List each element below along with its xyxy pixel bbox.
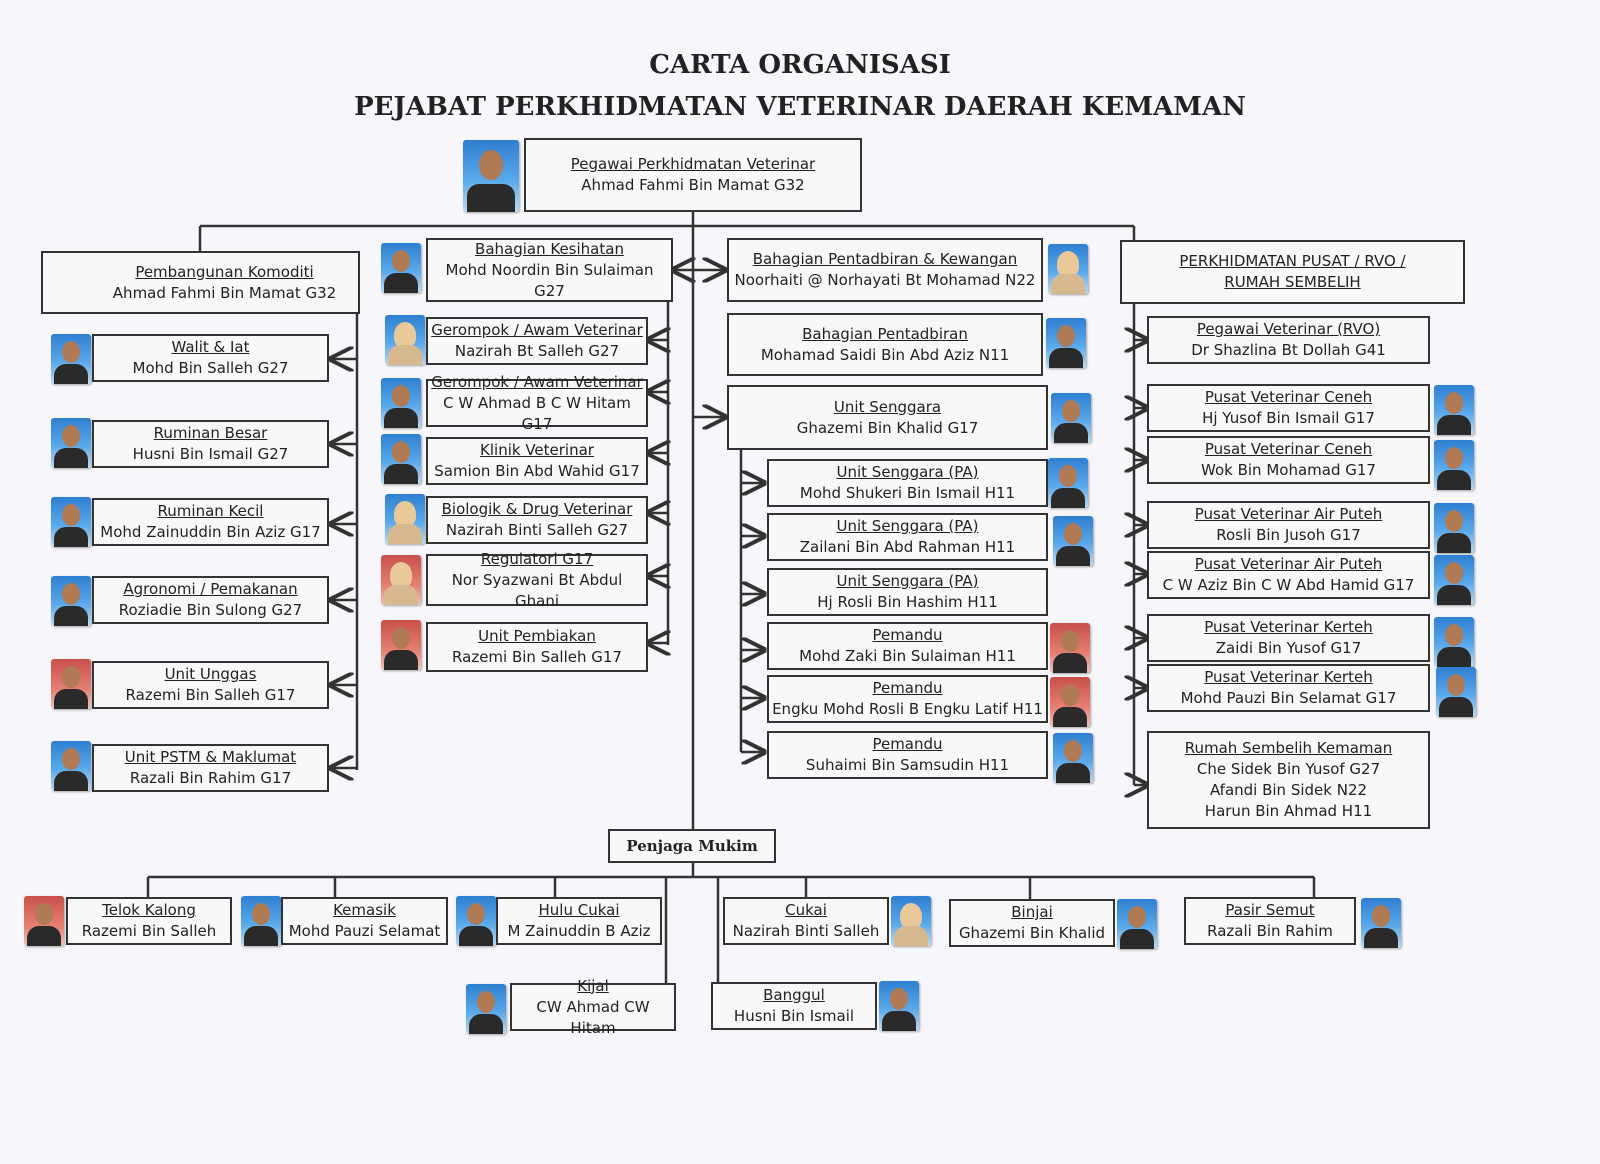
box-name: Mohd Zaki Bin Sulaiman H11	[799, 647, 1016, 665]
box-name: Zaidi Bin Yusof G17	[1215, 639, 1362, 657]
box-title: Kemasik	[333, 901, 396, 919]
person-photo	[463, 140, 519, 212]
box-name: Razemi Bin Salleh G17	[452, 648, 622, 666]
box-name: Che Sidek Bin Yusof G27	[1196, 760, 1381, 778]
box-title: Hulu Cukai	[538, 901, 620, 919]
box-name: Engku Mohd Rosli B Engku Latif H11	[772, 700, 1043, 718]
box-title: Pasir Semut	[1225, 901, 1315, 919]
box-name: Noorhaiti @ Norhayati Bt Mohamad N22	[734, 271, 1036, 289]
pentadbiran-box	[727, 313, 1043, 376]
rumah-sembelih-box	[1147, 731, 1430, 829]
unit-box	[767, 675, 1048, 723]
box-title: Klinik Veterinar	[480, 441, 594, 459]
box-title: Gerompok / Awam Veterinar	[431, 321, 643, 339]
mukim-box	[723, 897, 889, 945]
box-title: Unit Senggara	[833, 397, 942, 416]
unit-senggara-box	[727, 385, 1048, 450]
box-title: Pusat Veterinar Ceneh	[1204, 440, 1373, 458]
box-name: Dr Shazlina Bt Dollah G41	[1191, 341, 1386, 359]
box-name: Ahmad Fahmi Bin Mamat G32	[112, 283, 337, 302]
person-photo	[1046, 318, 1086, 368]
person-photo	[1434, 385, 1474, 435]
box-name: Mohd Shukeri Bin Ismail H11	[799, 484, 1016, 502]
box-title: Pegawai Perkhidmatan Veterinar	[570, 155, 816, 173]
mukim-box	[66, 897, 232, 945]
box-title: Unit Senggara (PA)	[836, 463, 979, 481]
unit-box	[92, 334, 329, 382]
person-photo	[466, 984, 506, 1034]
box-title: Gerompok / Awam Veterinar	[431, 372, 643, 391]
box-name: Ahmad Fahmi Bin Mamat G32	[581, 176, 805, 194]
unit-box	[426, 549, 648, 610]
box-name: Razemi Bin Salleh G17	[125, 686, 296, 704]
unit-box	[426, 496, 648, 544]
box-name: Nazirah Bt Salleh G27	[454, 342, 620, 360]
person-photo	[385, 315, 425, 365]
box-name: Mohd Bin Salleh G27	[132, 359, 289, 377]
unit-box	[92, 661, 329, 709]
box-name: Roziadie Bin Sulong G27	[118, 601, 303, 619]
unit-box	[1147, 436, 1430, 484]
person-photo	[51, 497, 91, 547]
box-name: Nazirah Binti Salleh G27	[445, 521, 629, 539]
box-name: Husni Bin Ismail G27	[132, 445, 289, 463]
box-title: Rumah Sembelih Kemaman	[1184, 739, 1393, 757]
mukim-box	[510, 976, 676, 1037]
unit-box	[426, 437, 648, 485]
person-photo	[1434, 555, 1474, 605]
person-photo	[24, 896, 64, 946]
unit-box	[1147, 501, 1430, 549]
box-name: Husni Bin Ismail	[733, 1007, 855, 1025]
box-title: PERKHIDMATAN PUSAT / RVO /	[1179, 252, 1406, 270]
box-title: Unit Senggara (PA)	[836, 517, 979, 535]
unit-box	[426, 372, 648, 433]
chart-title: CARTA ORGANISASI	[649, 50, 951, 80]
person-photo	[1434, 440, 1474, 490]
person-photo	[456, 896, 496, 946]
person-photo	[381, 555, 421, 605]
box-name: Zailani Bin Abd Rahman H11	[799, 538, 1016, 556]
person-photo	[1050, 623, 1090, 673]
person-photo	[385, 494, 425, 544]
mukim-box	[281, 897, 448, 945]
box-name: Razali Bin Rahim	[1207, 922, 1333, 940]
person-photo	[1050, 677, 1090, 727]
person-photo	[1436, 667, 1476, 717]
penjaga-mukim-box: Penjaga Mukim	[608, 829, 776, 863]
unit-box	[426, 622, 648, 672]
person-photo	[1051, 393, 1091, 443]
box-title: Telok Kalong	[102, 901, 196, 919]
mukim-box	[949, 899, 1115, 947]
box-title: Banggul	[763, 986, 825, 1004]
person-photo	[51, 334, 91, 384]
box-name: Ghazemi Bin Khalid	[958, 924, 1106, 942]
head-box	[524, 138, 862, 212]
box-title: Bahagian Pentadbiran & Kewangan	[752, 250, 1018, 268]
person-photo	[1048, 458, 1088, 508]
box-title: Pusat Veterinar Kerteh	[1204, 618, 1373, 636]
person-photo	[1048, 244, 1088, 294]
box-name: Ghazemi Bin Khalid G17	[796, 418, 979, 437]
pembangunan-komoditi-box	[41, 251, 360, 314]
unit-box	[767, 513, 1048, 561]
person-photo	[1053, 733, 1093, 783]
box-title: Pemandu	[872, 735, 943, 753]
box-title: Regulatori G17	[480, 549, 594, 568]
box-title: Cukai	[785, 901, 827, 919]
box-name: Samion Bin Abd Wahid G17	[434, 462, 640, 480]
perkhidmatan-pusat-box	[1120, 240, 1465, 304]
box-title: Walit & Iat	[171, 338, 250, 356]
mukim-box	[711, 982, 877, 1030]
unit-box	[92, 576, 329, 624]
box-name: Hj Rosli Bin Hashim H11	[817, 593, 998, 611]
kesihatan-box	[426, 238, 673, 302]
chart-subtitle: PEJABAT PERKHIDMATAN VETERINAR DAERAH KEMAMAN	[354, 92, 1246, 122]
box-title: Kijal	[577, 976, 609, 995]
box-name: Suhaimi Bin Samsudin H11	[805, 756, 1010, 774]
box-name: Mohd Pauzi Selamat	[288, 922, 441, 940]
person-photo	[381, 378, 421, 428]
person-photo	[1434, 617, 1474, 667]
unit-box	[1147, 664, 1430, 712]
box-name: C W Aziz Bin C W Abd Hamid G17	[1162, 576, 1415, 594]
box-name: Mohd Zainuddin Bin Aziz G17	[100, 523, 321, 541]
box-title: Bahagian Kesihatan	[475, 239, 624, 258]
box-title: Ruminan Kecil	[157, 502, 264, 520]
box-title: Pemandu	[872, 626, 943, 644]
unit-box	[767, 731, 1048, 779]
person-photo	[1361, 898, 1401, 948]
box-name: Harun Bin Ahmad H11	[1204, 802, 1373, 820]
unit-box	[767, 622, 1048, 670]
person-photo	[879, 981, 919, 1031]
box-title: RUMAH SEMBELIH	[1224, 273, 1361, 291]
box-title: Ruminan Besar	[153, 424, 268, 442]
box-name: Nazirah Binti Salleh	[732, 922, 880, 940]
unit-box	[1147, 614, 1430, 662]
box-title: Pusat Veterinar Air Puteh	[1194, 555, 1383, 573]
unit-box	[1147, 551, 1430, 599]
box-name: Mohamad Saidi Bin Abd Aziz N11	[760, 345, 1010, 364]
box-title: Pusat Veterinar Air Puteh	[1194, 505, 1383, 523]
box-title: Pegawai Veterinar (RVO)	[1196, 320, 1381, 338]
box-name: Afandi Bin Sidek N22	[1209, 781, 1368, 799]
pentadbiran-kewangan-box	[727, 238, 1043, 302]
person-photo	[891, 896, 931, 946]
box-name: Mohd Pauzi Bin Selamat G17	[1180, 689, 1397, 707]
unit-box	[767, 568, 1048, 616]
unit-box	[767, 459, 1048, 507]
box-name: Nor Syazwani Bt Abdul Ghani	[451, 570, 623, 610]
unit-box	[92, 498, 329, 546]
unit-box	[426, 317, 648, 365]
person-photo	[51, 576, 91, 626]
box-name: CW Ahmad CW Hitam	[536, 997, 650, 1037]
person-photo	[241, 896, 281, 946]
box-title: Bahagian Pentadbiran	[802, 324, 968, 343]
person-photo	[381, 620, 421, 670]
box-title: Unit PSTM & Maklumat	[124, 748, 297, 766]
box-title: Pusat Veterinar Kerteh	[1204, 668, 1373, 686]
person-photo	[1053, 516, 1093, 566]
box-name: Razemi Bin Salleh	[81, 922, 217, 940]
person-photo	[1434, 503, 1474, 553]
person-photo	[381, 243, 421, 293]
box-name: C W Ahmad B C W Hitam G17	[443, 393, 631, 433]
box-name: Wok Bin Mohamad G17	[1201, 461, 1376, 479]
box-title: Agronomi / Pemakanan	[123, 580, 298, 598]
box-name: Rosli Bin Jusoh G17	[1216, 526, 1361, 544]
person-photo	[51, 741, 91, 791]
person-photo	[51, 418, 91, 468]
unit-box	[92, 744, 329, 792]
box-title: Biologik & Drug Veterinar	[441, 500, 633, 518]
unit-box	[1147, 316, 1430, 364]
box-title: Unit Unggas	[164, 665, 257, 683]
box-title: Pemandu	[872, 679, 943, 697]
box-name: Razali Bin Rahim G17	[129, 769, 292, 787]
mukim-box	[1184, 897, 1356, 945]
person-photo	[51, 659, 91, 709]
person-photo	[381, 434, 421, 484]
box-name: Hj Yusof Bin Ismail G17	[1202, 409, 1375, 427]
box-title: Unit Senggara (PA)	[836, 572, 979, 590]
unit-box	[1147, 384, 1430, 432]
person-photo	[1117, 899, 1157, 949]
mukim-box	[496, 897, 662, 945]
box-name: Mohd Noordin Bin Sulaiman G27	[445, 260, 654, 300]
box-title: Pusat Veterinar Ceneh	[1204, 388, 1373, 406]
box-name: M Zainuddin B Aziz	[507, 922, 651, 940]
box-title: Binjai	[1011, 903, 1053, 921]
unit-box	[92, 420, 329, 468]
box-title: Pembangunan Komoditi	[135, 262, 314, 281]
box-title: Unit Pembiakan	[478, 627, 596, 645]
